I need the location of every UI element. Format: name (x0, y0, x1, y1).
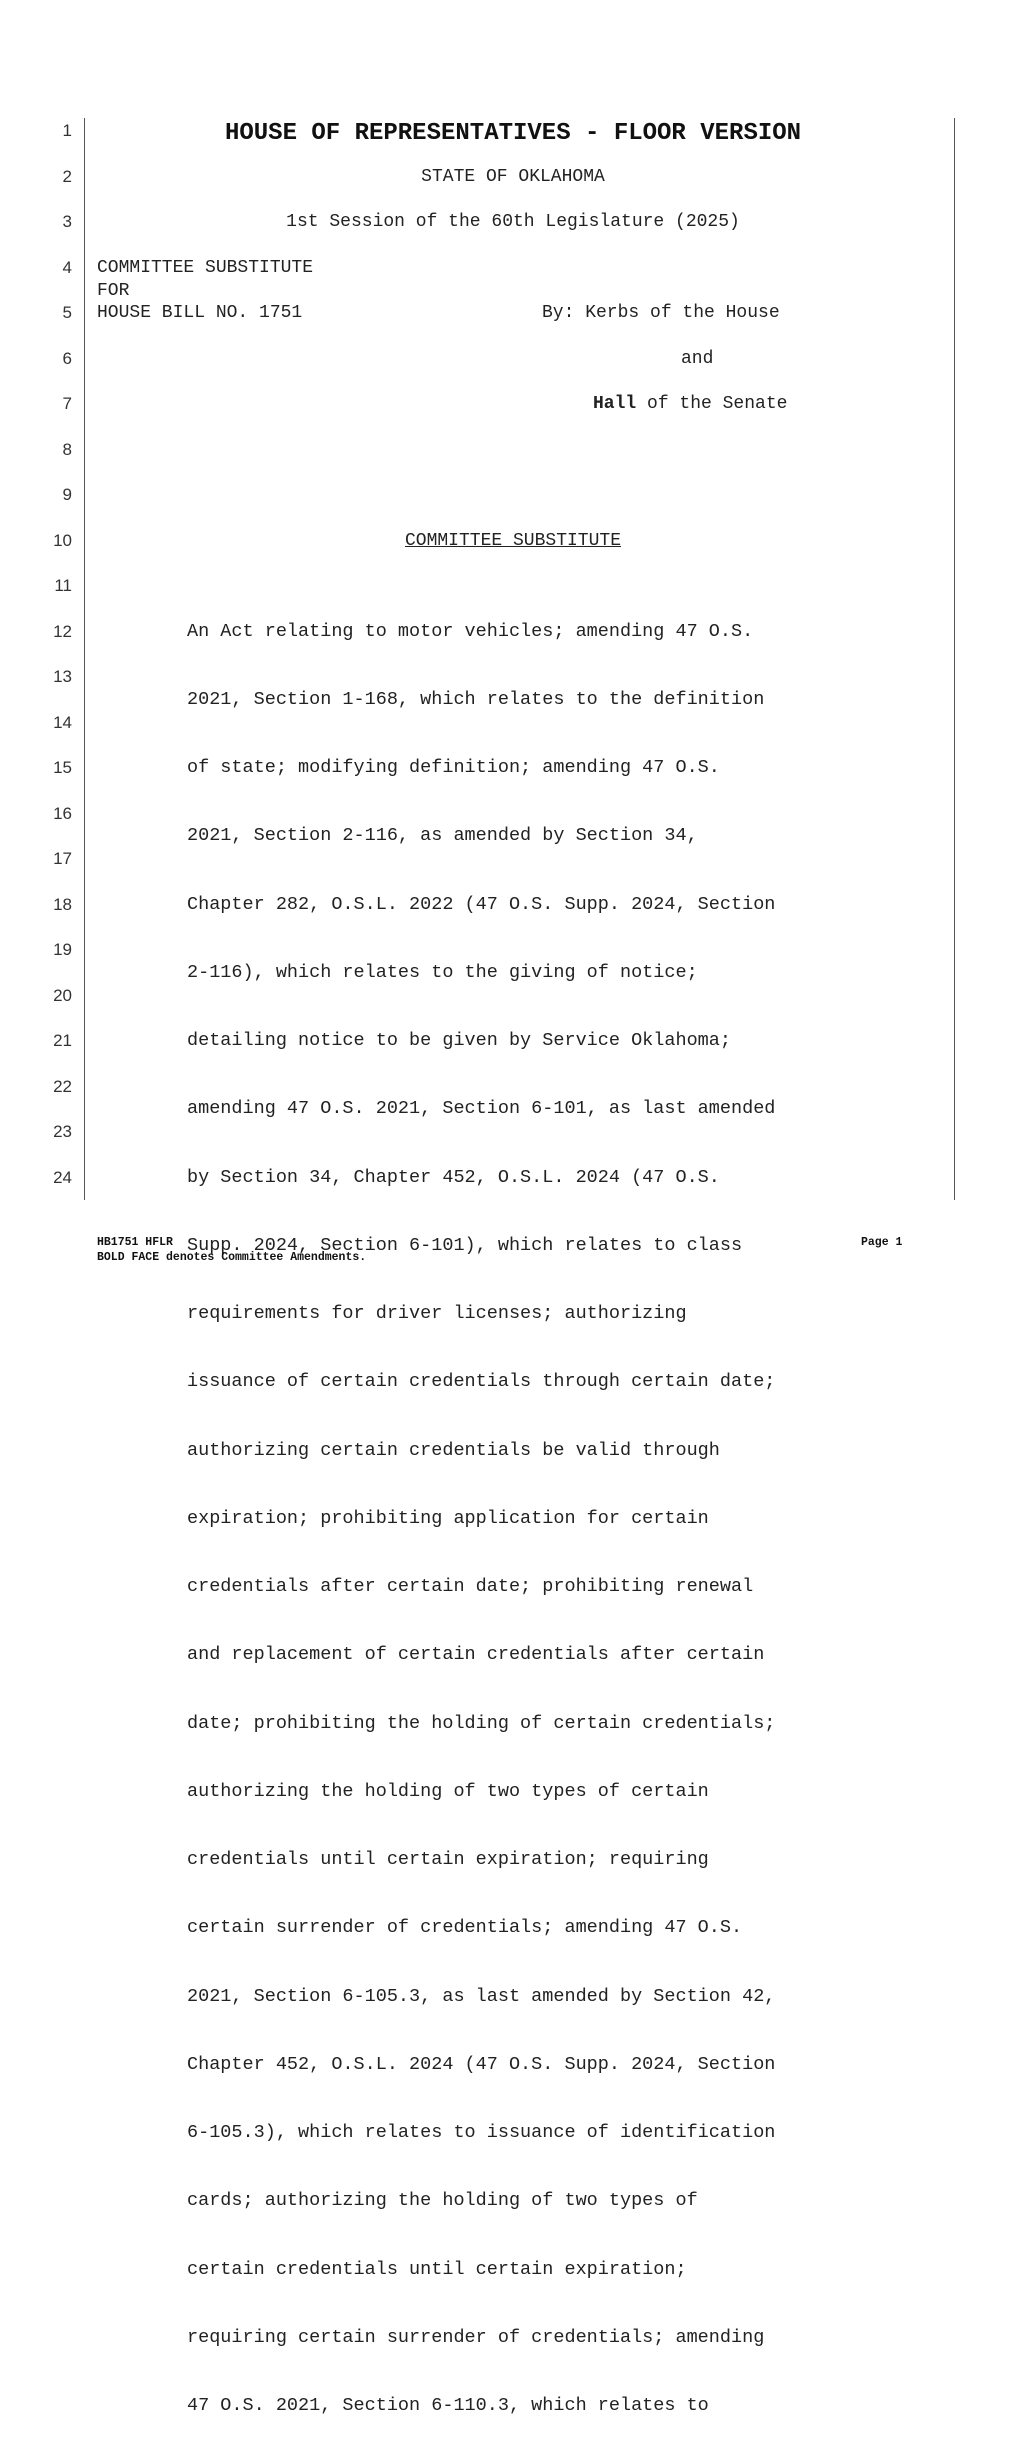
line-number: 18 (53, 895, 72, 914)
act-line: cards; authorizing the holding of two types of (187, 2190, 698, 2212)
act-line: certain surrender of credentials; amending 47 O.S. (187, 1917, 743, 1939)
footer-note: BOLD FACE denotes Committee Amendments. (97, 1251, 367, 1264)
act-line: issuance of certain credentials through certain date; (187, 1371, 776, 1393)
act-title-block (187, 575, 847, 2441)
act-line: 2021, Section 1-168, which relates to the definition (187, 688, 765, 710)
act-line: by Section 34, Chapter 452, O.S.L. 2024 (47 O.S. (187, 1166, 720, 1188)
act-line: credentials until certain expiration; requiring (187, 1849, 709, 1870)
act-line: authorizing certain credentials be valid through (187, 1439, 720, 1461)
line-number: 23 (53, 1122, 72, 1141)
act-line: 2021, Section 2-116, as amended by Section 34, (187, 825, 698, 847)
line-number: 21 (53, 1031, 72, 1050)
author-house: By: Kerbs of the House (542, 303, 780, 323)
state-name: STATE OF OKLAHOMA (421, 167, 605, 187)
line-number: 7 (62, 394, 72, 413)
line-number: 19 (53, 940, 72, 959)
line-number: 22 (53, 1077, 72, 1096)
line-number: 4 (62, 258, 72, 277)
line-number: 16 (53, 804, 72, 823)
bill-line-committee-substitute: COMMITTEE SUBSTITUTE (97, 258, 314, 278)
author-conjunction: and (681, 349, 714, 369)
act-line: amending 47 O.S. 2021, Section 6-101, as last amended (187, 1098, 776, 1120)
act-line: and replacement of certain credentials after certain (187, 1644, 765, 1666)
line-number: 17 (53, 849, 72, 868)
act-line: certain credentials until certain expiration; (187, 2258, 687, 2280)
act-line: 2-116), which relates to the giving of notice; (187, 961, 698, 983)
section-heading (90, 530, 936, 552)
section-heading-text: COMMITTEE SUBSTITUTE (404, 531, 622, 551)
line-number: 14 (53, 713, 72, 732)
senator-name: Hall (593, 394, 637, 414)
act-line: 47 O.S. 2021, Section 6-110.3, which relates to (187, 2395, 709, 2416)
line-number: 5 (62, 303, 72, 322)
act-line: detailing notice to be given by Service Oklahoma; (187, 1030, 731, 1051)
act-line: requiring certain surrender of credentials; amending (187, 2326, 765, 2348)
act-line: 2021, Section 6-105.3, as last amended by Section 42, (187, 1985, 776, 2007)
author-senate (593, 393, 787, 415)
act-line: authorizing the holding of two types of certain (187, 1780, 709, 1802)
footer-page-number: Page 1 (861, 1236, 903, 1249)
line-number: 8 (62, 440, 72, 459)
left-margin-rule (84, 118, 85, 1200)
session-line: 1st Session of the 60th Legislature (2025) (286, 212, 740, 232)
senate-suffix: of the Senate (636, 394, 788, 414)
act-line: date; prohibiting the holding of certain credentials; (187, 1712, 776, 1734)
line-number: 10 (53, 531, 72, 550)
line-number: 15 (53, 758, 72, 777)
bill-number: HOUSE BILL NO. 1751 (97, 303, 303, 323)
line-number: 12 (53, 622, 72, 641)
line-number: 24 (53, 1168, 72, 1187)
act-line: expiration; prohibiting application for certain (187, 1507, 709, 1529)
act-line: Chapter 282, O.S.L. 2022 (47 O.S. Supp. 2024, Section (187, 893, 776, 915)
act-line: 6-105.3), which relates to issuance of identification (187, 2122, 776, 2143)
act-line: requirements for driver licenses; authorizing (187, 1303, 687, 1324)
act-line: Supp. 2024, Section 6-101), which relates to class (187, 1234, 743, 1256)
act-line: Chapter 452, O.S.L. 2024 (47 O.S. Supp. 2024, Section (187, 2053, 776, 2075)
page-title: HOUSE OF REPRESENTATIVES - FLOOR VERSION (224, 120, 802, 147)
line-number: 1 (62, 121, 72, 140)
act-line: of state; modifying definition; amending 47 O.S. (187, 757, 720, 778)
line-number: 2 (62, 167, 72, 186)
right-margin-rule (954, 118, 955, 1200)
bill-line-for: FOR (97, 281, 130, 301)
act-line: An Act relating to motor vehicles; amending 47 O.S. (187, 620, 754, 642)
footer-doc-id: HB1751 HFLR (97, 1236, 173, 1249)
line-number: 11 (54, 576, 72, 595)
line-number: 6 (62, 349, 72, 368)
line-number: 9 (62, 485, 72, 504)
act-line: credentials after certain date; prohibiting renewal (187, 1576, 754, 1597)
line-number: 13 (53, 667, 72, 686)
line-number: 3 (62, 212, 72, 231)
line-number: 20 (53, 986, 72, 1005)
